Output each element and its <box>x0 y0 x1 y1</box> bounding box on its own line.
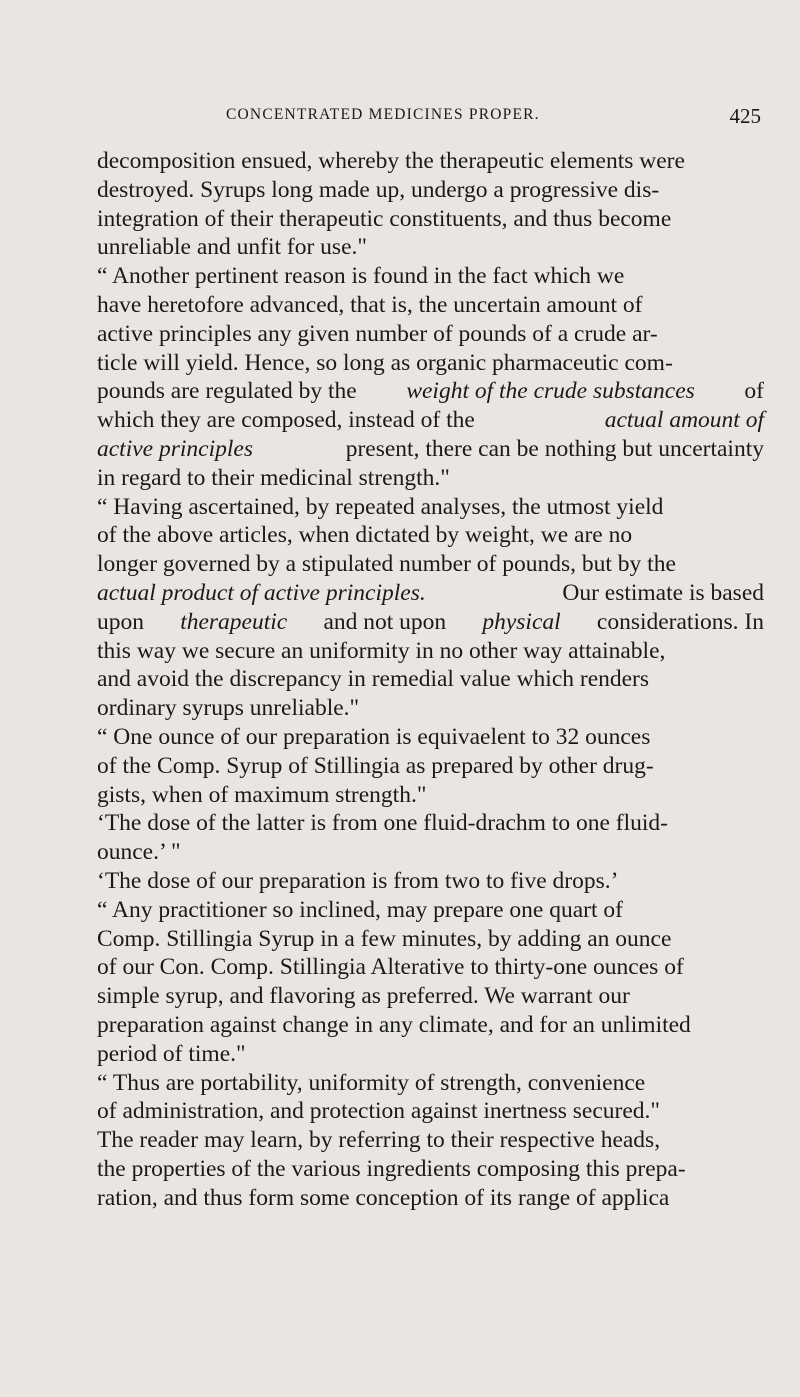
text-line <box>97 493 764 522</box>
text-line <box>97 205 764 234</box>
text-line <box>97 233 764 262</box>
text-segment: preparation against change in any climate, and for an unlimited <box>97 1011 691 1038</box>
italic-segment: actual amount of <box>604 407 764 434</box>
italic-segment: weight of the crude substances <box>406 378 695 405</box>
text-line <box>97 320 764 349</box>
text-line <box>97 1126 764 1155</box>
text-line <box>97 406 764 435</box>
text-segment: gists, when of maximum strength." <box>97 781 427 808</box>
italic-segment: therapeutic <box>180 608 288 635</box>
text-line <box>97 694 764 723</box>
text-line <box>97 579 764 608</box>
text-segment: “ Any practitioner so inclined, may prepare one quart of <box>97 896 623 923</box>
text-segment: of the above articles, when dictated by weight, we are no <box>97 522 633 549</box>
text-line <box>97 349 764 378</box>
text-line <box>97 262 764 291</box>
text-segment: ration, and thus form some conception of its range of applica <box>97 1184 670 1211</box>
text-line <box>97 464 764 493</box>
text-line <box>97 176 764 205</box>
text-line <box>97 838 764 867</box>
text-segment: of our Con. Comp. Stillingia Alterative to thirty-one ounces of <box>97 954 684 981</box>
text-segment: ‘The dose of the latter is from one fluid-drachm to one fluid- <box>97 810 668 837</box>
text-segment: longer governed by a stipulated number of pounds, but by the <box>97 551 676 578</box>
text-segment: this way we secure an uniformity in no other way attainable, <box>97 637 666 664</box>
text-segment: active principles any given number of pounds of a crude ar- <box>97 320 658 347</box>
text-line <box>97 550 764 579</box>
text-line <box>97 1155 764 1184</box>
italic-segment: active principles <box>97 435 253 462</box>
page-number: 425 <box>729 104 761 128</box>
text-segment: ordinary syrups unreliable." <box>97 695 360 722</box>
text-line <box>97 1011 764 1040</box>
text-line <box>97 147 764 176</box>
text-line <box>97 867 764 896</box>
italic-segment: physical <box>482 608 561 635</box>
text-segment: “ Another pertinent reason is found in the fact which we <box>97 263 625 290</box>
text-segment: ticle will yield. Hence, so long as organic pharmaceutic com- <box>97 349 673 376</box>
text-line <box>97 637 764 666</box>
text-line <box>97 608 764 637</box>
text-segment: of <box>744 378 764 405</box>
text-segment: The reader may learn, by referring to their respective heads, <box>97 1127 661 1154</box>
text-segment: considerations. In <box>596 608 764 635</box>
text-segment: and avoid the discrepancy in remedial value which renders <box>97 666 650 693</box>
text-line <box>97 752 764 781</box>
text-segment: ‘The dose of our preparation is from two to five drops.’ <box>97 867 619 894</box>
body-text <box>97 147 764 1212</box>
text-line <box>97 982 764 1011</box>
text-segment: in regard to their medicinal strength." <box>97 464 450 491</box>
text-segment: destroyed. Syrups long made up, undergo a progressive dis- <box>97 176 660 203</box>
text-line <box>97 953 764 982</box>
text-segment: period of time." <box>97 1040 246 1067</box>
text-line <box>97 377 764 406</box>
text-line <box>97 925 764 954</box>
text-line <box>97 1184 764 1213</box>
text-segment: and not upon <box>323 608 447 635</box>
text-segment: of administration, and protection against inertness secured." <box>97 1098 660 1125</box>
text-segment: simple syrup, and flavoring as preferred. We warrant our <box>97 983 630 1010</box>
text-line <box>97 723 764 752</box>
text-segment: decomposition ensued, whereby the therapeutic elements were <box>97 148 685 174</box>
text-segment: upon <box>97 608 144 635</box>
text-segment: which they are composed, instead of the <box>97 407 475 434</box>
running-head: CONCENTRATED MEDICINES PROPER. <box>226 106 540 123</box>
text-line <box>97 1097 764 1126</box>
text-line <box>97 809 764 838</box>
text-line <box>97 1069 764 1098</box>
text-segment: have heretofore advanced, that is, the uncertain amount of <box>97 291 643 318</box>
page-header <box>226 106 761 130</box>
text-line <box>97 781 764 810</box>
text-segment: “ One ounce of our preparation is equivaelent to 32 ounces <box>97 723 651 750</box>
text-line <box>97 1040 764 1069</box>
text-segment: present, there can be nothing but uncertainty <box>345 435 764 462</box>
text-segment: “ Thus are portability, uniformity of strength, convenience <box>97 1069 646 1096</box>
text-line <box>97 291 764 320</box>
text-segment: the properties of the various ingredients composing this prepa- <box>97 1155 686 1182</box>
text-line <box>97 521 764 550</box>
text-segment: of the Comp. Syrup of Stillingia as prepared by other drug- <box>97 752 654 779</box>
text-segment: Our estimate is based <box>562 579 764 606</box>
text-segment: integration of their therapeutic constituents, and thus become <box>97 205 672 232</box>
text-line <box>97 665 764 694</box>
text-segment: unreliable and unfit for use." <box>97 234 367 261</box>
italic-segment: actual product of active principles. <box>97 579 426 606</box>
text-segment: Comp. Stillingia Syrup in a few minutes, by adding an ounce <box>97 925 672 952</box>
text-segment: ounce.’ " <box>97 839 181 866</box>
text-segment: pounds are regulated by the <box>97 378 357 405</box>
text-line <box>97 435 764 464</box>
text-segment: “ Having ascertained, by repeated analyses, the utmost yield <box>97 493 664 520</box>
text-line <box>97 896 764 925</box>
